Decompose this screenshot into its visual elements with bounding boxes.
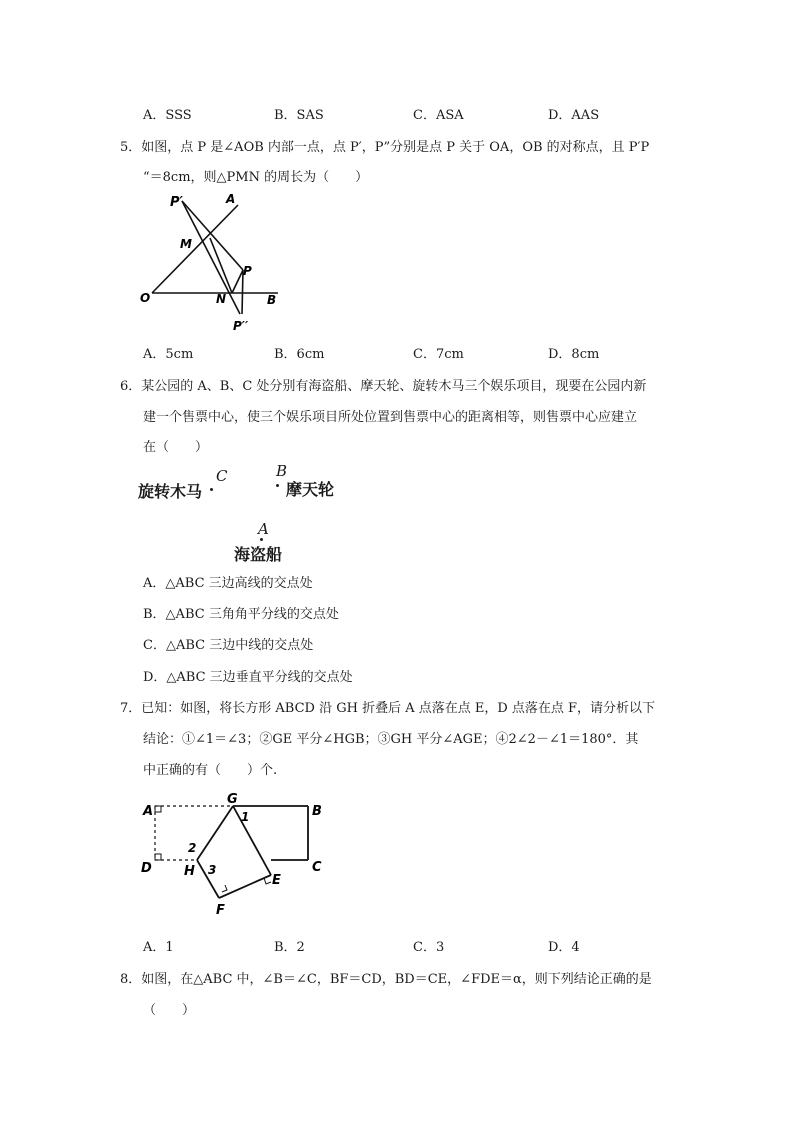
label-b: B bbox=[267, 293, 277, 307]
label-c: C bbox=[312, 860, 322, 875]
q5-option-a: A．5cm bbox=[143, 347, 194, 362]
right-angle-d bbox=[155, 854, 161, 860]
segment-ge bbox=[233, 806, 271, 875]
q7-option-a: A．1 bbox=[143, 940, 174, 955]
q5-figure bbox=[130, 190, 300, 340]
label-m: M bbox=[180, 237, 192, 251]
q4-option-c: C．ASA bbox=[413, 108, 464, 123]
label-b: B bbox=[312, 804, 322, 819]
right-angle-f bbox=[222, 885, 227, 892]
label-a: A bbox=[258, 520, 269, 538]
q5-stem-line2: “＝8cm，则△PMN 的周长为（ ） bbox=[143, 170, 369, 185]
label-angle-3: 3 bbox=[208, 863, 217, 877]
q5-option-b: B．6cm bbox=[274, 347, 325, 362]
q7-option-b: B．2 bbox=[274, 940, 305, 955]
label-b: B bbox=[276, 462, 288, 480]
segment-fe bbox=[219, 875, 271, 898]
right-angle-a bbox=[155, 806, 161, 812]
label-n: N bbox=[216, 292, 227, 306]
q6-option-b: B．△ABC 三角角平分线的交点处 bbox=[143, 607, 339, 622]
label-p-prime: P′ bbox=[170, 195, 183, 210]
label-o: O bbox=[140, 291, 151, 305]
q7-stem-line1: 7．已知：如图，将长方形 ABCD 沿 GH 折叠后 A 点落在点 E，D 点落在点 F，请分析以下 bbox=[120, 701, 656, 716]
label-c: C bbox=[216, 467, 228, 485]
q7-stem-line3: 中正确的有（ ）个. bbox=[143, 763, 278, 778]
label-p: P bbox=[243, 264, 252, 278]
label-g: G bbox=[227, 792, 238, 807]
label-a: A bbox=[143, 804, 154, 819]
label-merry-go-round: 旋转木马 bbox=[138, 482, 203, 501]
label-h: H bbox=[184, 864, 195, 879]
q8-stem-line1: 8．如图，在△ABC 中，∠B＝∠C，BF＝CD，BD＝CE，∠FDE＝α，则下列结论正确的是 bbox=[120, 972, 652, 987]
label-f: F bbox=[216, 903, 225, 918]
q8-stem-line2: （ ） bbox=[143, 1003, 196, 1018]
label-ferris-wheel: 摩天轮 bbox=[286, 480, 335, 499]
point-c bbox=[210, 488, 213, 491]
q5-stem-line1: 5．如图，点 P 是∠AOB 内部一点，点 P′，P”分别是点 P 关于 OA，OB 的对称点，且 P′P bbox=[120, 140, 650, 155]
q4-option-b: B．SAS bbox=[274, 108, 324, 123]
fold-line-gh bbox=[197, 806, 233, 860]
label-p-double-prime: P′′ bbox=[233, 319, 249, 333]
seg-np bbox=[232, 270, 243, 293]
q6-option-a: A．△ABC 三边高线的交点处 bbox=[143, 576, 313, 591]
q6-stem-line2: 建一个售票中心，使三个娱乐项目所处位置到售票中心的距离相等，则售票中心应建立 bbox=[143, 410, 638, 425]
q7-option-d: D．4 bbox=[548, 940, 580, 955]
q7-figure bbox=[130, 788, 340, 923]
label-d: D bbox=[141, 861, 152, 876]
q5-option-c: C．7cm bbox=[413, 347, 464, 362]
q6-option-d: D．△ABC 三边垂直平分线的交点处 bbox=[143, 670, 353, 685]
label-pirate-ship: 海盗船 bbox=[234, 545, 283, 564]
label-angle-2: 2 bbox=[188, 841, 197, 855]
q7-stem-line2: 结论：①∠1＝∠3；②GE 平分∠HGB；③GH 平分∠AGE；④2∠2－∠1＝180°．其 bbox=[143, 732, 639, 747]
right-angle-e bbox=[264, 878, 271, 884]
q4-option-a: A．SSS bbox=[143, 108, 192, 123]
q6-option-c: C．△ABC 三边中线的交点处 bbox=[143, 638, 314, 653]
q6-stem-line3: 在（ ） bbox=[143, 440, 209, 455]
label-a: A bbox=[226, 192, 236, 206]
q6-stem-line1: 6．某公园的 A、B、C 处分别有海盗船、摩天轮、旋转木马三个娱乐项目，现要在公园内新 bbox=[120, 379, 647, 394]
q5-option-d: D．8cm bbox=[548, 347, 600, 362]
label-e: E bbox=[272, 873, 281, 888]
q6-figure bbox=[130, 458, 360, 568]
point-a bbox=[260, 538, 263, 541]
label-angle-1: 1 bbox=[241, 810, 250, 824]
point-b bbox=[276, 484, 279, 487]
q4-option-d: D．AAS bbox=[548, 108, 600, 123]
q7-option-c: C．3 bbox=[413, 940, 445, 955]
